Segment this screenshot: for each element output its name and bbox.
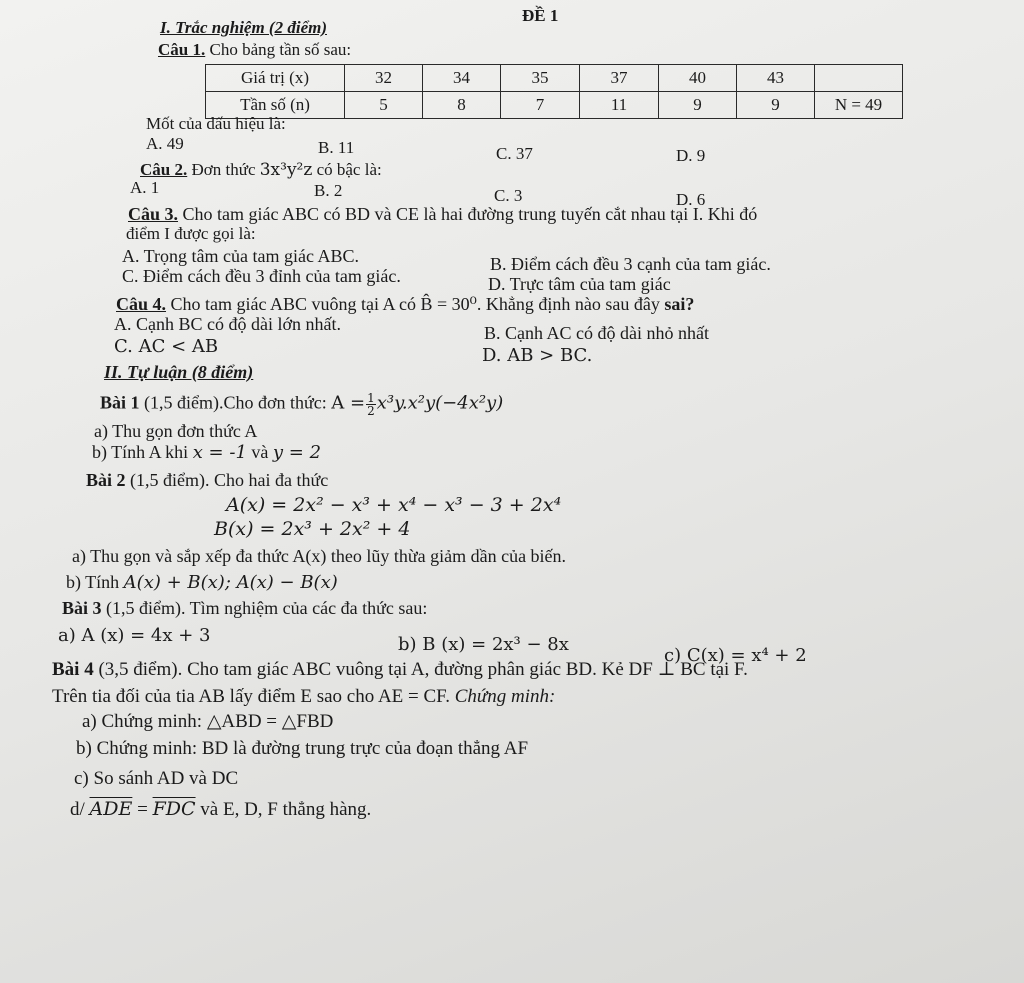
- bai4-label: Bài 4: [52, 659, 94, 680]
- q1-text: Cho bảng tần số sau:: [209, 40, 352, 59]
- bai1-label: Bài 1: [100, 392, 140, 413]
- table-cell: 40: [659, 65, 737, 92]
- bai4-d-angle1: $\overline{ADE}$: [89, 798, 133, 820]
- table-cell: 9: [659, 92, 737, 119]
- q2-text-after: có bậc là:: [316, 160, 382, 179]
- bai2-part-a: a) Thu gọn và sắp xếp đa thức A(x) theo lũy thừa giảm dần của biến.: [72, 546, 567, 566]
- table-cell: Tần số (n): [206, 92, 345, 119]
- table-cell: Giá trị (x): [206, 65, 345, 92]
- bai4-part-a: a) Chứng minh: △ABD = △FBD: [82, 711, 334, 732]
- bai3-part-c: c) C(x) = x⁴ + 2: [664, 645, 807, 666]
- bai2-polynomial-b: B(x) = 2x³ + 2x² + 4: [214, 518, 411, 540]
- bai4-line2: [52, 686, 555, 708]
- bai3-text: (1,5 điểm). Tìm nghiệm của các đa thức sau:: [106, 598, 428, 618]
- table-row-frequencies: [206, 92, 903, 119]
- q2-option-b: B. 2: [314, 181, 343, 200]
- q1-label: Câu 1.: [158, 40, 206, 59]
- bai2-b-expr: A(x) + B(x); A(x) − B(x): [123, 572, 338, 593]
- bai4-d-angle2: $\overline{FDC}$: [152, 798, 196, 820]
- q4-prompt: [116, 294, 694, 315]
- bai1-b-and: và: [251, 442, 269, 462]
- bai4-line2-emph: Chứng minh:: [454, 686, 556, 707]
- q3-label: Câu 3.: [128, 204, 179, 224]
- exam-code: ĐỀ 1: [522, 6, 559, 25]
- q4-option-a: A. Cạnh BC có độ dài lớn nhất.: [114, 314, 341, 334]
- bai4-part-b: b) Chứng minh: BD là đường trung trực của đoạn thẳng AF: [76, 738, 529, 759]
- bai4-line2-text: Trên tia đối của tia AB lấy điểm E sao cho AE = CF.: [52, 686, 450, 707]
- bai4-d-label: d/: [70, 799, 85, 820]
- q3-option-d: D. Trực tâm của tam giác: [488, 274, 671, 294]
- q3-option-a: A. Trọng tâm của tam giác ABC.: [122, 246, 359, 266]
- bai1-part-a: a) Thu gọn đơn thức A: [94, 421, 258, 441]
- bai1-points: (1,5 điểm): [144, 392, 219, 413]
- bai4-d-text: và E, D, F thẳng hàng.: [200, 799, 372, 820]
- table-cell: 8: [423, 92, 501, 119]
- q3-text-line1: Cho tam giác ABC có BD và CE là hai đường trung tuyến cắt nhau tại I. Khi đó: [182, 204, 758, 224]
- bai1-b-cond1: x = -1: [192, 442, 247, 463]
- q1-option-b: B. 11: [318, 138, 355, 157]
- q1-option-d: D. 9: [676, 146, 706, 165]
- q4-text: Cho tam giác ABC vuông tại A có B̂ = 30⁰. Khẳng định nào sau đây: [170, 294, 660, 314]
- table-cell: 43: [737, 65, 815, 92]
- bai4-part-c: c) So sánh AD và DC: [74, 768, 239, 789]
- table-cell: 9: [737, 92, 815, 119]
- bai2-b-text: b) Tính: [66, 572, 120, 592]
- bai4-d-equals: =: [137, 799, 148, 820]
- q3-text-line2: điểm I được gọi là:: [126, 224, 256, 243]
- bai1-part-b: [92, 442, 321, 463]
- q2-expression: 3x³y²z: [259, 160, 313, 180]
- table-cell: 7: [501, 92, 580, 119]
- bai4-part-d: [70, 798, 371, 821]
- q1-question: Mốt của dấu hiệu là:: [146, 114, 286, 133]
- q3-option-b: B. Điểm cách đều 3 cạnh của tam giác.: [490, 254, 771, 274]
- q3-option-c: C. Điểm cách đều 3 đỉnh của tam giác.: [122, 266, 401, 286]
- bai4-prompt: [52, 658, 748, 681]
- q3-prompt: [128, 204, 757, 225]
- q2-option-d: D. 6: [676, 190, 706, 209]
- bai1-text: .Cho đơn thức:: [219, 392, 327, 413]
- bai1-b-text: b) Tính A khi: [92, 442, 189, 462]
- q4-option-c: C. AC < AB: [114, 336, 219, 357]
- bai1-expr-rhs: x³y.x²y(−4x²y): [376, 392, 504, 414]
- q1-option-a: A. 49: [146, 134, 184, 153]
- bai4-text: (3,5 điểm). Cho tam giác ABC vuông tại A, đường phân giác BD. Kẻ DF ⊥ BC tại F.: [98, 659, 748, 680]
- bai2-text: (1,5 điểm). Cho hai đa thức: [130, 470, 329, 490]
- q4-option-b: B. Cạnh AC có độ dài nhỏ nhất: [484, 323, 709, 343]
- bai1-prompt: [100, 392, 503, 417]
- table-cell: 35: [501, 65, 580, 92]
- q4-option-d: D. AB > BC.: [482, 345, 593, 366]
- table-cell: N = 49: [815, 92, 903, 119]
- q4-label: Câu 4.: [116, 294, 167, 314]
- bai3-label: Bài 3: [62, 598, 102, 618]
- bai3-part-b: b) B (x) = 2x³ − 8x: [398, 634, 569, 655]
- section1-title: I. Trắc nghiệm (2 điểm): [160, 18, 327, 37]
- bai3-prompt: [62, 598, 427, 619]
- q2-option-a: A. 1: [130, 178, 160, 197]
- section2-title: II. Tự luận (8 điểm): [104, 362, 254, 382]
- bai2-label: Bài 2: [86, 470, 126, 490]
- q2-text-before: Đơn thức: [191, 160, 256, 179]
- q4-emphasis: sai?: [664, 294, 695, 314]
- fraction-numerator: 1: [367, 391, 375, 405]
- q1-prompt: [158, 40, 351, 60]
- bai1-expr-lhs: A =: [331, 392, 366, 414]
- bai2-prompt: [86, 470, 328, 491]
- q1-option-c: C. 37: [496, 144, 533, 163]
- q2-label: Câu 2.: [140, 160, 188, 179]
- bai2-polynomial-a: A(x) = 2x² − x³ + x⁴ − x³ − 3 + 2x⁴: [226, 494, 562, 516]
- fraction-denominator: 2: [367, 404, 375, 418]
- q2-prompt: [140, 160, 382, 180]
- bai1-b-cond2: y = 2: [272, 442, 322, 463]
- table-cell: 37: [580, 65, 659, 92]
- table-cell: [815, 65, 903, 92]
- table-cell: 32: [345, 65, 423, 92]
- table-cell: 5: [345, 92, 423, 119]
- bai3-part-a: a) A (x) = 4x + 3: [58, 625, 211, 646]
- table-row-values: [206, 65, 903, 92]
- bai1-fraction: [366, 392, 376, 417]
- bai2-part-b: [66, 572, 338, 593]
- table-cell: 34: [423, 65, 501, 92]
- table-cell: 11: [580, 92, 659, 119]
- frequency-table: [205, 64, 903, 119]
- q2-option-c: C. 3: [494, 186, 523, 205]
